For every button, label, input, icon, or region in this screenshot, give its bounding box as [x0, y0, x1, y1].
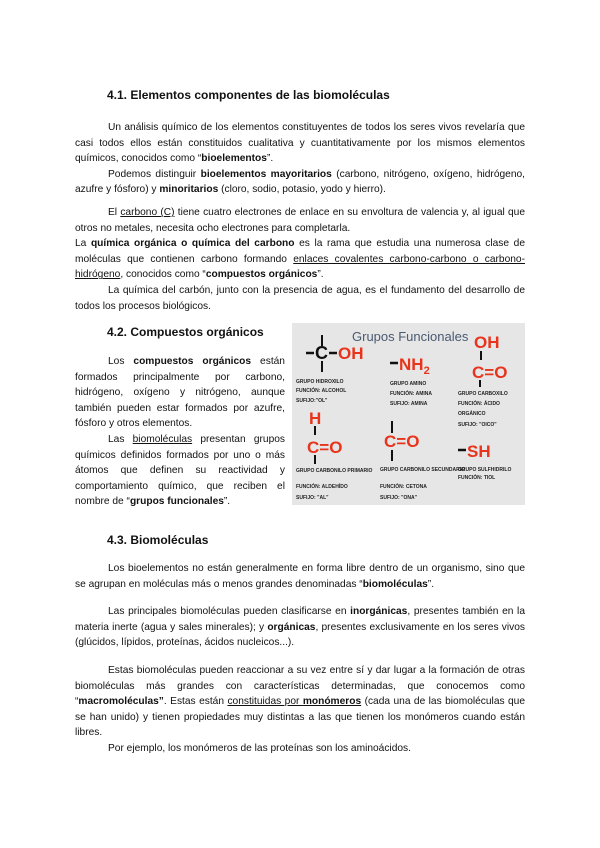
secondary-carbonyl-group: [380, 421, 465, 501]
section-title-4-1: 4.1. Elementos componentes de las biomoléculas: [107, 88, 390, 102]
paragraph: Podemos distinguir bioelementos mayoritarios (carbono, nitrógeno, oxígeno, hidrógeno, azufre y fósforo) y minoritarios (cloro, sodio, potasio, yodo y hierro).: [75, 168, 525, 196]
svg-text:SUFIJO: "ONA": SUFIJO: "ONA": [380, 495, 417, 501]
sulfhydryl-group: [458, 442, 511, 481]
svg-text:GRUPO CARBONILO SECUNDARIO: GRUPO CARBONILO SECUNDARIO: [380, 467, 466, 473]
section-4-1-body-2: [75, 205, 525, 314]
paragraph: Las biomoléculas presentan grupos químicos definidos formados por uno o más átomos que definen su reactividad y comportamiento químico, que reciben el nombre de “grupos funcionales”.: [75, 433, 285, 508]
section-4-2-body: [75, 354, 285, 510]
svg-text:GRUPO SULFHIDRILO: GRUPO SULFHIDRILO: [458, 467, 512, 473]
svg-text:FUNCIÓN: TIOL: FUNCIÓN: TIOL: [458, 475, 496, 481]
figure-title: Grupos Funcionales: [352, 329, 469, 344]
paragraph: Las principales biomoléculas pueden clasificarse en inorgánicas, presentes también en la materia inerte (agua y sales minerales); y orgánicas, presentes exclusivamente en los seres vivos (glúcidos, lípidos, proteínas, ácidos nucleicos...).: [75, 606, 525, 649]
amino-group: [390, 355, 432, 407]
svg-text:C=O: C=O: [307, 438, 343, 457]
svg-text:GRUPO CARBONILO PRIMARIO: GRUPO CARBONILO PRIMARIO: [296, 468, 373, 474]
svg-text:C=O: C=O: [472, 363, 508, 382]
carboxyl-func-line2: ORGÁNICO: [458, 411, 486, 417]
paragraph: El carbono (C) tiene cuatro electrones de enlace en su envoltura de valencia y, al igual que otros no metales, necesita ocho electrones para completarla.: [75, 207, 525, 234]
paragraph: Estas biomoléculas pueden reaccionar a su vez entre sí y dar lugar a la formación de otras biomoléculas más grandes con características determinadas, que conocemos como “macromoléculas”. Estas están constituidas por monómeros (cada una de las biomoléculas que se han unido) y tienen propiedades muy distintas a las que tienen los monómeros cuando están libres.: [75, 665, 526, 739]
svg-text:OH: OH: [338, 344, 364, 363]
svg-text:GRUPO CARBOXILO: GRUPO CARBOXILO: [458, 391, 508, 397]
svg-text:FUNCIÓN: ÁCIDO: FUNCIÓN: ÁCIDO: [458, 401, 500, 407]
svg-text:FUNCIÓN: ALCOHOL: FUNCIÓN: ALCOHOL: [296, 388, 347, 394]
functional-groups-diagram: [292, 323, 525, 505]
paragraph: La química orgánica o química del carbono es la rama que estudia una numerosa clase de moléculas que contienen carbono formando enlaces covalentes carbono-carbono o carbono-hidrógeno, conocidos como “compuestos orgánicos”.: [75, 238, 525, 281]
svg-text:FUNCIÓN: ALDEHÍDO: FUNCIÓN: ALDEHÍDO: [296, 484, 348, 490]
svg-text:SUFIJO:"OL": SUFIJO:"OL": [296, 398, 328, 404]
svg-text:OH: OH: [474, 333, 500, 352]
section-4-3-body-3: [75, 663, 525, 757]
primary-carbonyl-group: [296, 409, 373, 501]
paragraph: Los compuestos orgánicos están formados principalmente por carbono, hidrógeno, oxígeno y nitrógeno, aunque también pueden estar formados por azufre, fósforo y otros elementos.: [75, 356, 285, 430]
svg-text:ORGÁNICO: [458, 410, 486, 417]
svg-text:C=O: C=O: [384, 432, 420, 451]
functional-groups-figure: [292, 323, 525, 505]
hydroxyl-group: [296, 335, 364, 404]
svg-text:FUNCIÓN: CETONA: FUNCIÓN: CETONA: [380, 484, 427, 490]
section-title-4-3: 4.3. Biomoléculas: [107, 533, 209, 547]
svg-text:GRUPO HIDROXILO: GRUPO HIDROXILO: [296, 379, 344, 385]
paragraph: Un análisis químico de los elementos constituyentes de todos los seres vivos revelaría que casi todos ellos están constituidos cualitativa y cuantitativamente por los mismos elementos químicos, conocidos como “bioelementos”.: [75, 122, 525, 165]
paragraph: Por ejemplo, los monómeros de las proteínas son los aminoácidos.: [108, 742, 411, 754]
svg-text:NH2: $NH_2$: [399, 355, 430, 377]
section-4-3-body: [75, 561, 525, 592]
svg-text:FUNCIÓN: AMINA: FUNCIÓN: AMINA: [390, 391, 433, 397]
paragraph: Los bioelementos no están generalmente en forma libre dentro de un organismo, sino que se agrupan en moléculas más o menos grandes denominadas “biomoléculas”.: [75, 563, 525, 590]
svg-text:SUFIJO: "OICO": SUFIJO: "OICO": [458, 422, 497, 428]
section-title-4-2: 4.2. Compuestos orgánicos: [107, 325, 264, 339]
section-4-3-body-2: [75, 604, 525, 651]
section-4-1-body: [75, 120, 525, 198]
svg-text:SUFIJO: "AL": SUFIJO: "AL": [296, 495, 329, 501]
svg-text:C: C: [315, 343, 328, 363]
svg-text:SH: SH: [467, 442, 491, 461]
paragraph: La química del carbón, junto con la presencia de agua, es el fundamento del desarrollo de todos los procesos biológicos.: [75, 284, 525, 312]
svg-text:SUFIJO: AMINA: SUFIJO: AMINA: [390, 401, 428, 407]
svg-text:GRUPO AMINO: GRUPO AMINO: [390, 381, 427, 387]
svg-text:H: H: [309, 409, 322, 428]
carboxyl-group: [458, 333, 508, 428]
